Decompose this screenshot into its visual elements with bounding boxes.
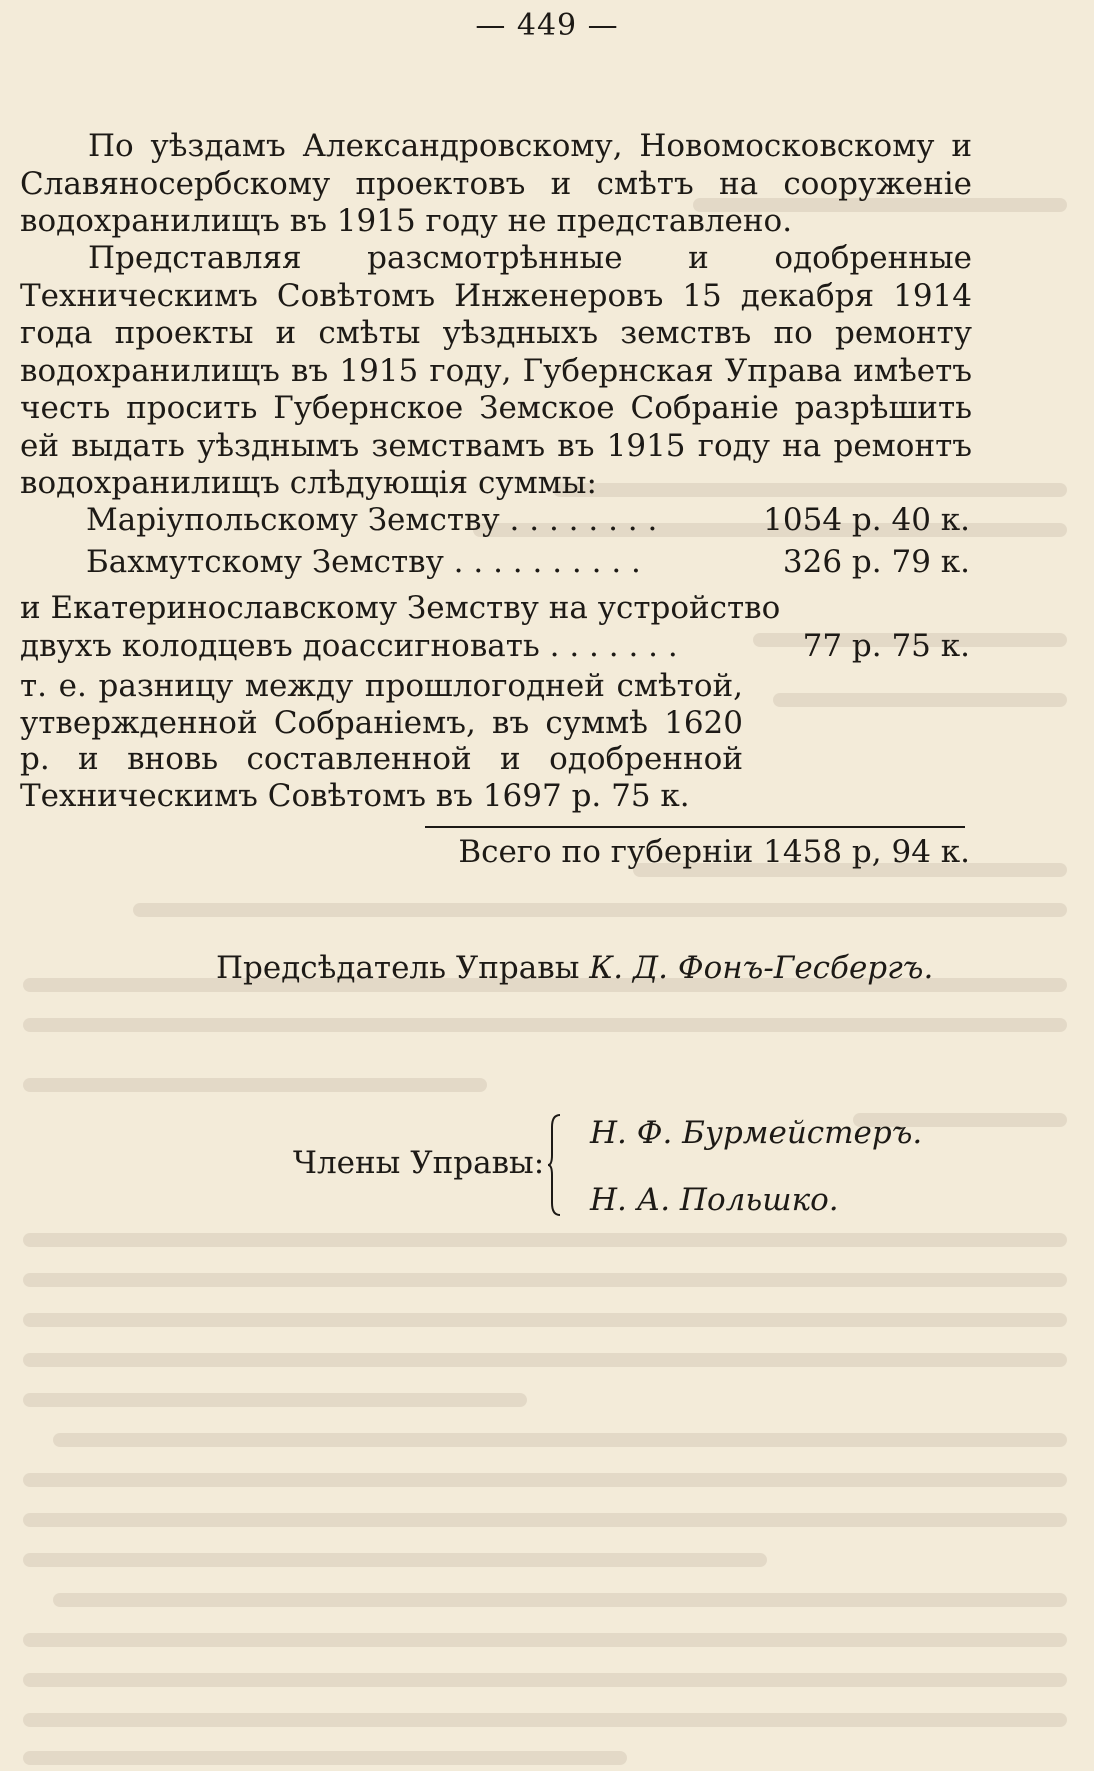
member-signature-2: Н. А. Польшко. [590, 1182, 839, 1218]
members-label: Члены Управы: [293, 1145, 545, 1181]
allocation-mariupol-amount: 1054 р. 40 к. [763, 502, 970, 538]
total-line: Всего по губерніи 1458 р, 94 к. [458, 834, 970, 870]
allocation-bakhmut-label: Бахмутскому Земству . . . . . . . . . . [86, 544, 641, 580]
allocation-ekaterinoslav-line1: и Екатеринославскому Земству на устройство [20, 590, 781, 626]
allocation-ekaterinoslav-amount: 77 р. 75 к. [802, 628, 970, 664]
page-number: — 449 — [475, 8, 619, 43]
allocation-bakhmut-amount: 326 р. 79 к. [782, 544, 970, 580]
paragraph-request: Представляя разсмотрѣнные и одобренные Техническимъ Совѣтомъ Инженеровъ 15 декабря 1914 года проекты и смѣты уѣздныхъ земствъ по ремонту водохранилищъ въ 1915 году, Губернская Управа имѣетъ честь просить Губернское Земское Собраніе разрѣшить ей выдать уѣзднымъ земствамъ въ 1915 году на ремонтъ водохранилищъ слѣдующія суммы: [20, 240, 972, 501]
allocation-mariupol-label: Маріупольскому Земству . . . . . . . . [86, 502, 658, 538]
chairman-line [216, 950, 933, 986]
paragraph-no-projects: По уѣздамъ Александровскому, Новомосковскому и Славяносербскому проектовъ и смѣтъ на сооруженіе водохранилищъ въ 1915 году не представлено. [20, 128, 972, 239]
chairman-signature: К. Д. Фонъ-Гесбергъ. [589, 950, 934, 986]
chairman-title: Предсѣдатель Управы [216, 950, 580, 986]
allocation-note: т. е. разницу между прошлогодней смѣтой, утвержденной Собраніемъ, въ суммѣ 1620 р. и вновь составленной и одобренной Техническимъ Совѣтомъ въ 1697 р. 75 к. [20, 668, 743, 814]
member-signature-1: Н. Ф. Бурмейстеръ. [590, 1115, 923, 1151]
total-rule [425, 826, 965, 828]
members-brace [548, 1113, 562, 1217]
allocation-ekaterinoslav-line2: двухъ колодцевъ доассигновать . . . . . . . [20, 628, 678, 664]
